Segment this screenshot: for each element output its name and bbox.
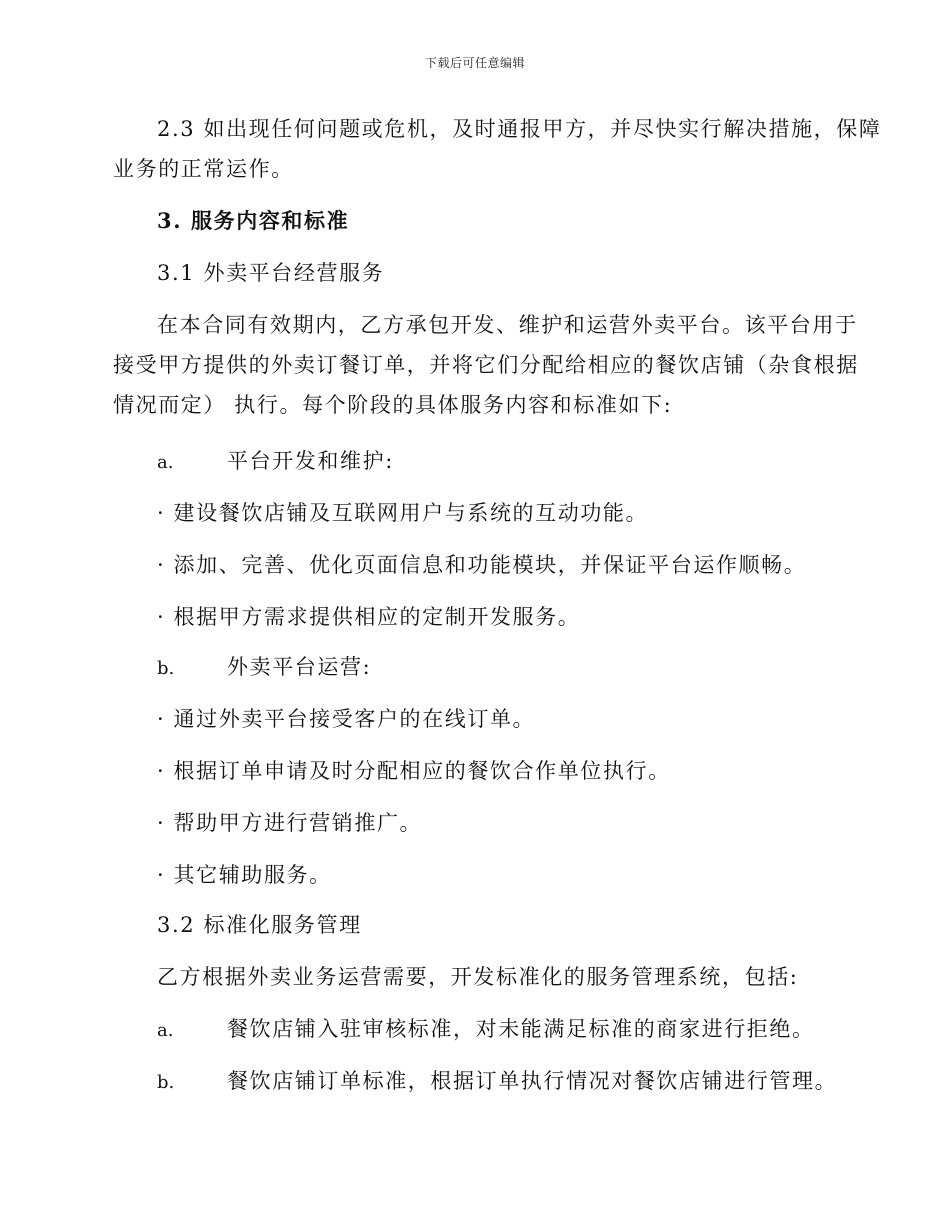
page-header-note: 下载后可任意编辑 — [424, 56, 525, 70]
list-item-b — [157, 652, 371, 684]
bullet-item-7: · 其它辅助服务。 — [157, 863, 332, 887]
list-item-a — [157, 446, 394, 478]
bullet-item-5: · 根据订单申请及时分配相应的餐饮合作单位执行。 — [157, 759, 671, 783]
list-item-a-3-2 — [157, 1014, 815, 1046]
subsection-3-1-heading: 3.1 外卖平台经营服务 — [157, 261, 385, 285]
list-item-a-text: 平台开发和维护: — [227, 449, 394, 473]
bullet-item-2: · 添加、完善、优化页面信息和功能模块，并保证平台运作顺畅。 — [157, 553, 807, 577]
paragraph-3-1-line-3: 情况而定） 执行。每个阶段的具体服务内容和标准如下: — [113, 393, 673, 417]
paragraph-3-1-line-1: 在本合同有效期内，乙方承包开发、维护和运营外卖平台。该平台用于 — [157, 313, 858, 337]
list-marker-b-3-2: b. — [157, 1072, 175, 1093]
bullet-item-3: · 根据甲方需求提供相应的定制开发服务。 — [157, 605, 581, 629]
paragraph-2-3-line-2: 业务的正常运作。 — [113, 157, 294, 181]
bullet-item-1: · 建设餐饮店铺及互联网用户与系统的互动功能。 — [157, 501, 649, 525]
paragraph-2-3-line-1: 2.3 如出现任何问题或危机，及时通报甲方，并尽快实行解决措施，保障 — [157, 117, 882, 141]
paragraph-3-1-line-2: 接受甲方提供的外卖订餐订单，并将它们分配给相应的餐饮店铺（杂食根据 — [113, 353, 859, 377]
paragraph-3-2: 乙方根据外卖业务运营需要，开发标准化的服务管理系统，包括: — [157, 965, 799, 989]
bullet-item-6: · 帮助甲方进行营销推广。 — [157, 811, 423, 835]
subsection-3-2-heading: 3.2 标准化服务管理 — [157, 913, 362, 937]
list-marker-a: a. — [157, 452, 174, 473]
section-3-heading: 3. 服务内容和标准 — [157, 208, 350, 233]
list-item-b-3-2 — [157, 1066, 837, 1098]
list-item-a-3-2-text: 餐饮店铺入驻审核标准，对未能满足标准的商家进行拒绝。 — [227, 1017, 815, 1041]
list-item-b-3-2-text: 餐饮店铺订单标准，根据订单执行情况对餐饮店铺进行管理。 — [227, 1069, 838, 1093]
list-item-b-text: 外卖平台运营: — [227, 655, 372, 679]
list-marker-b: b. — [157, 658, 175, 679]
list-marker-a-3-2: a. — [157, 1020, 174, 1041]
bullet-item-4: · 通过外卖平台接受客户的在线订单。 — [157, 707, 536, 731]
